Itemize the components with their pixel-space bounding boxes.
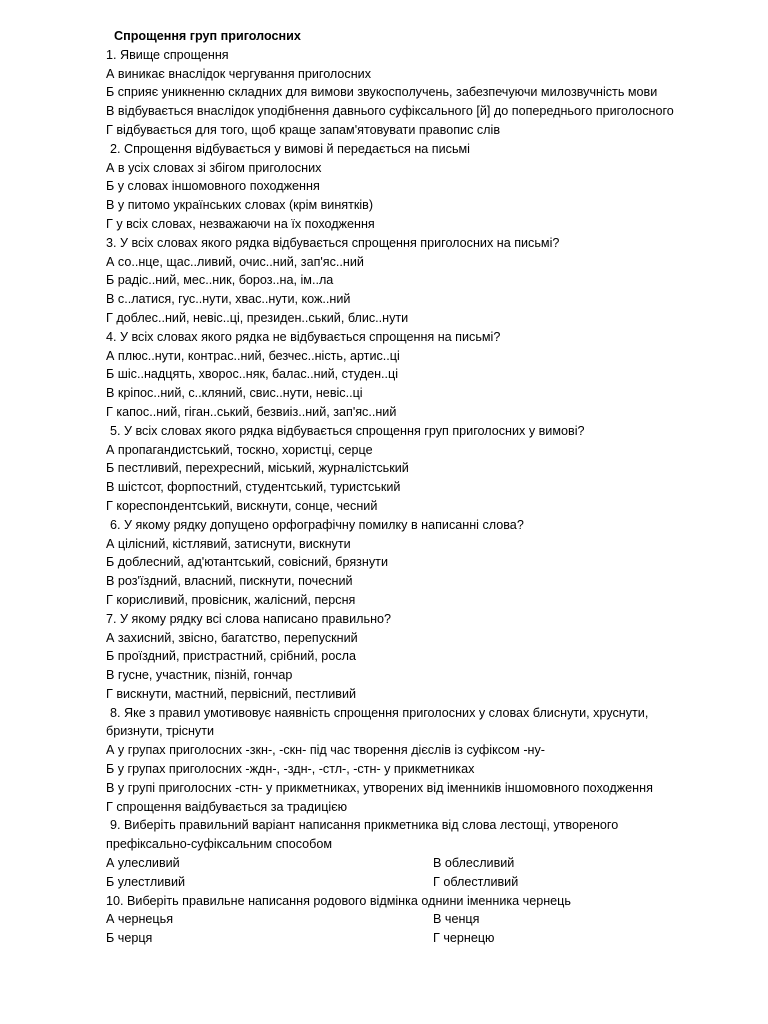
q6-option-v: В роз'їздний, власний, пискнути, почесний (106, 574, 353, 589)
q7-option-v: В гусне, участник, пізній, гончар (106, 668, 293, 683)
q8-option-v: В у групі приголосних -стн- у прикметниках, утворених від іменників іншомовного походження (106, 780, 653, 795)
question-9-line-1: 9. Виберіть правильний варіант написання прикметника від слова лестощі, утвореного (110, 818, 619, 833)
q1-option-b: Б сприяє уникненню складних для вимови звукосполучень, забезпечуючи милозвучність мови (106, 85, 658, 100)
q9-options-row-2 (106, 873, 706, 892)
q10-option-v: В ченця (433, 912, 480, 927)
document (106, 27, 706, 948)
q1-option-a: А виникає внаслідок чергування приголосних (106, 66, 372, 81)
question-6: 6. У якому рядку допущено орфографічну помилку в написанні слова? (110, 517, 524, 532)
q6-option-a: А цілісний, кістлявий, затиснути, вискнути (106, 536, 351, 551)
q1-option-v: В відбувається внаслідок уподібнення давнього суфіксального [й] до попереднього приголосного (106, 104, 674, 119)
q6-option-g: Г корисливий, провісник, жалісний, персня (106, 592, 356, 607)
q9-options-row-1 (106, 854, 706, 873)
q10-option-a: А чернецья (106, 912, 174, 927)
q10-options-row-1 (106, 910, 706, 929)
q2-option-v: В у питомо українських словах (крім винятків) (106, 198, 374, 213)
q9-option-a: А улесливий (106, 856, 180, 871)
question-1: 1. Явище спрощення (106, 47, 229, 62)
q8-option-a: А у групах приголосних -зкн-, -скн- під час творення дієслів із суфіксом -ну- (106, 743, 545, 758)
question-8-line-2: бризнути, тріснути (106, 724, 215, 739)
q4-option-v: В кріпос..ний, с..кляний, свис..нути, невіс..ці (106, 386, 363, 401)
question-2: 2. Спрощення відбувається у вимові й передається на письмі (110, 141, 470, 156)
question-7: 7. У якому рядку всі слова написано правильно? (106, 611, 392, 626)
question-3: 3. У всіх словах якого рядка відбувається спрощення приголосних на письмі? (106, 235, 560, 250)
q10-option-g: Г чернецю (433, 931, 495, 946)
q7-option-b: Б проїздний, пристрастний, срібний, росла (106, 649, 356, 664)
q4-option-b: Б шіс..надцять, хворос..няк, балас..ний, студен..ці (106, 367, 399, 382)
q8-option-b: Б у групах приголосних -ждн-, -здн-, -стл-, -стн- у прикметниках (106, 762, 475, 777)
q9-option-v: В облесливий (433, 856, 515, 871)
q4-option-a: А плюс..нути, контрас..ний, безчес..ність, артис..ці (106, 348, 400, 363)
question-10: 10. Виберіть правильне написання родового відмінка однини іменника чернець (106, 893, 571, 908)
q6-option-b: Б доблесний, ад'ютантський, совісний, брязнути (106, 555, 388, 570)
q2-option-a: А в усіх словах зі збігом приголосних (106, 160, 322, 175)
q5-option-a: А пропагандистський, тоскно, хористці, серце (106, 442, 373, 457)
question-4: 4. У всіх словах якого рядка не відбувається спрощення на письмі? (106, 329, 501, 344)
q10-option-b: Б черця (106, 931, 153, 946)
q1-option-g: Г відбувається для того, щоб краще запам'ятовувати правопис слів (106, 122, 501, 137)
q3-option-v: В с..латися, гус..нути, хвас..нути, кож..ний (106, 292, 351, 307)
question-9-line-2: префіксально-суфіксальним способом (106, 837, 333, 852)
q5-option-g: Г кореспондентський, вискнути, сонце, чесний (106, 498, 378, 513)
q7-option-a: А захисний, звісно, багатство, перепускний (106, 630, 358, 645)
q8-option-g: Г спрощення ваідбувається за традицією (106, 799, 348, 814)
q2-option-b: Б у словах іншомовного походження (106, 179, 320, 194)
question-5: 5. У всіх словах якого рядка відбувається спрощення груп приголосних у вимові? (110, 423, 585, 438)
q10-options-row-2 (106, 929, 706, 948)
q5-option-v: В шістсот, форпостний, студентський, туристський (106, 480, 401, 495)
q3-option-g: Г доблес..ний, невіс..ці, президен..ський, блис..нути (106, 310, 409, 325)
q2-option-g: Г у всіх словах, незважаючи на їх походження (106, 216, 375, 231)
q3-option-a: А со..нце, щас..ливий, очис..ний, зап'яс..ний (106, 254, 364, 269)
q9-option-g: Г облестливий (433, 874, 519, 889)
q4-option-g: Г капос..ний, гіган..ський, безвиіз..ний, зап'яс..ний (106, 404, 397, 419)
q9-option-b: Б улестливий (106, 874, 186, 889)
q7-option-g: Г вискнути, мастний, первісний, пестливий (106, 686, 357, 701)
question-8-line-1: 8. Яке з правил умотивовує наявність спрощення приголосних у словах блиснути, хруснути, (110, 705, 649, 720)
q5-option-b: Б пестливий, перехресний, міський, журналістський (106, 461, 409, 476)
document-title: Спрощення груп приголосних (114, 29, 301, 43)
q3-option-b: Б радіс..ний, мес..ник, бороз..на, ім..ла (106, 273, 334, 288)
